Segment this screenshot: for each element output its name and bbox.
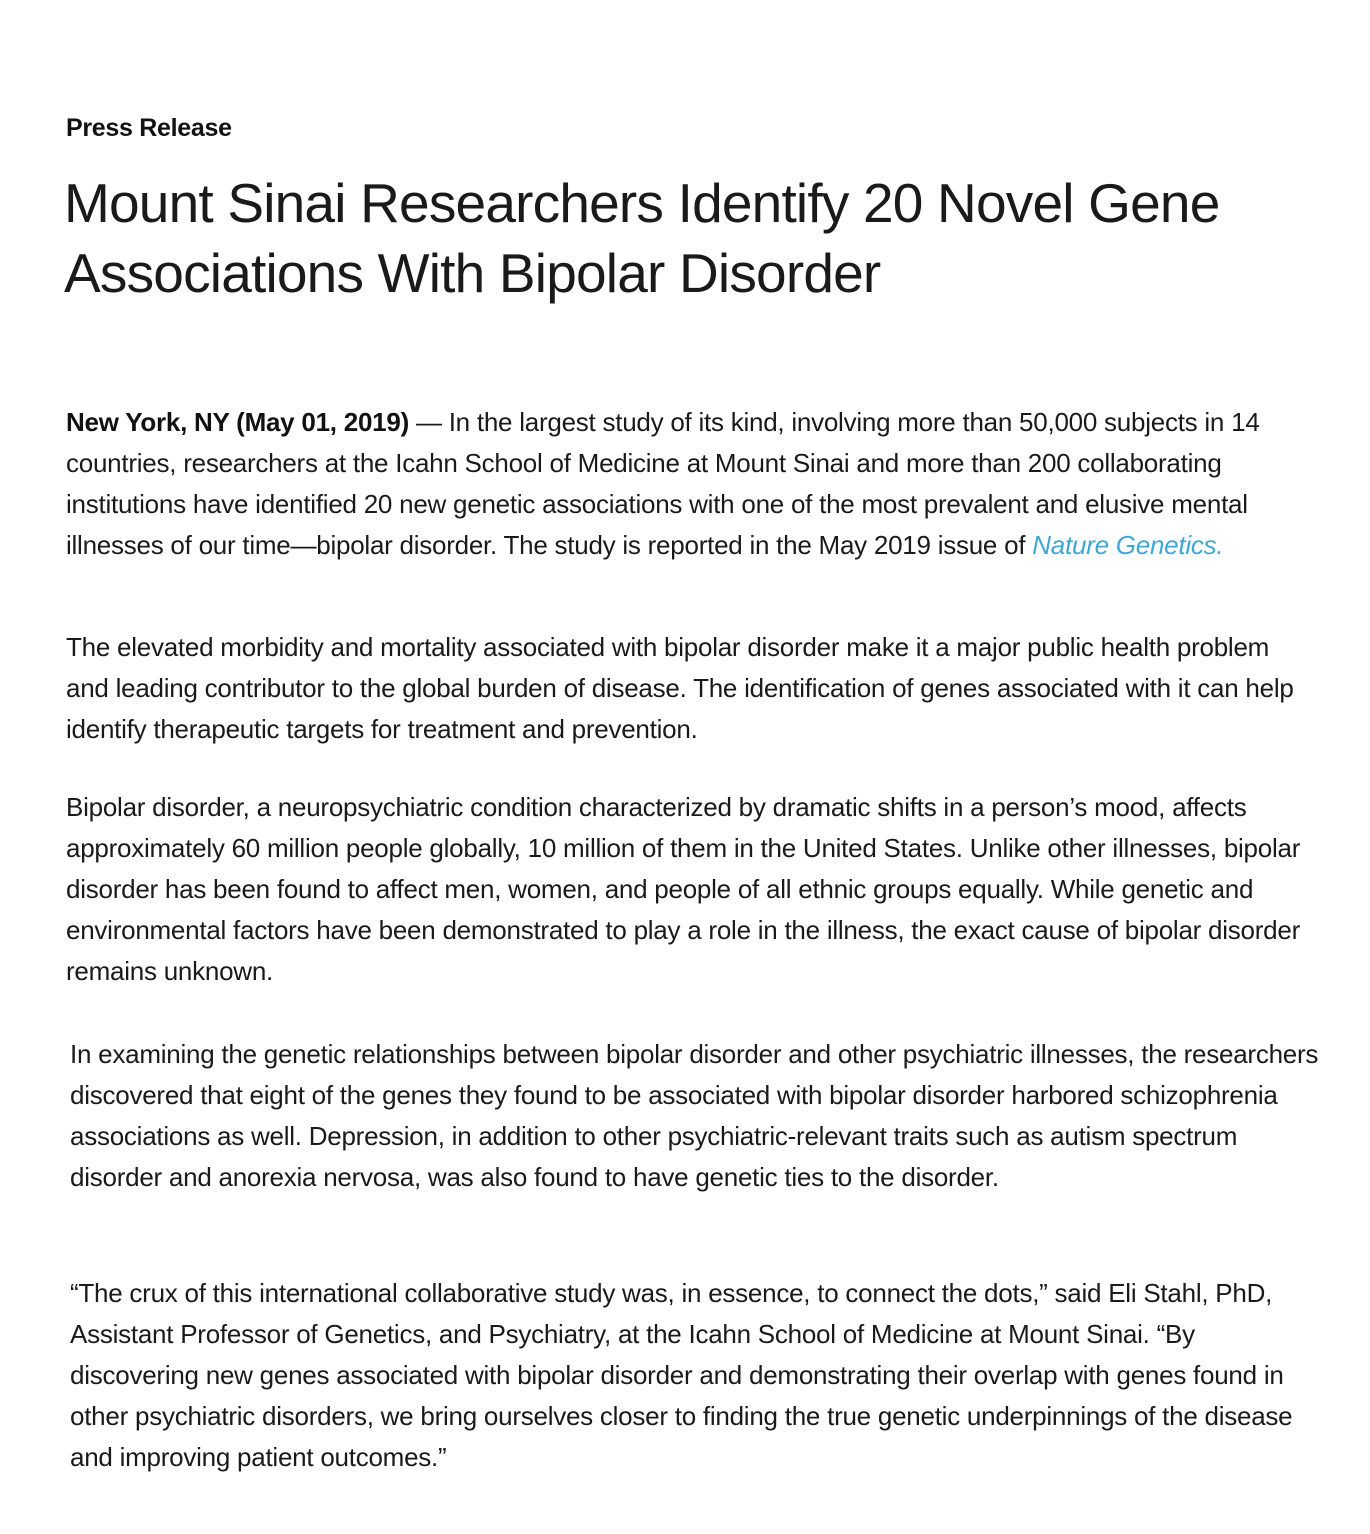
paragraph-public-health: The elevated morbidity and mortality associated with bipolar disorder make it a major public health problem and leading contributor to the global burden of disease. The identification of genes associated with it can help identify therapeutic targets for treatment and prevention. [66,632,1294,744]
paragraph-genetic-relationships: In examining the genetic relationships between bipolar disorder and other psychiatric illnesses, the researchers discovered that eight of the genes they found to be associated with bipolar disorder harbored schizophrenia associations as well. Depression, in addition to other psychiatric-relevant traits such as autism spectrum disorder and anorexia nervosa, was also found to have genetic ties to the disorder. [70,1039,1319,1192]
press-release-label: Press Release [66,114,232,142]
paragraph-stahl-quote: “The crux of this international collaborative study was, in essence, to connect the dots,” said Eli Stahl, PhD, Assistant Professor of Genetics, and Psychiatry, at the Icahn School of Medicine at Mount Sinai. “By discovering new genes associated with bipolar disorder and demonstrating their overlap with genes found in other psychiatric disorders, we bring ourselves closer to finding the true genetic underpinnings of the disease and improving patient outcomes.” [70,1278,1293,1472]
intro-text: In the largest study of its kind, involving more than 50,000 subjects in 14 countries, researchers at the Icahn School of Medicine at Mount Sinai and more than 200 collaborating institutions have identified 20 new genetic associations with one of the most prevalent and elusive mental illnesses of our time—bipolar disorder. The study is reported in the May 2019 issue of [66,407,1260,560]
article-headline: Mount Sinai Researchers Identify 20 Novel Gene Associations With Bipolar Disorder [64,172,1220,304]
dateline-dash: — [408,407,449,437]
nature-genetics-link[interactable]: Nature Genetics. [1032,530,1224,560]
paragraph-bipolar-overview: Bipolar disorder, a neuropsychiatric condition characterized by dramatic shifts in a person’s mood, affects approximately 60 million people globally, 10 million of them in the United States. Unlike other illnesses, bipolar disorder has been found to affect men, women, and people of all ethnic groups equally. While genetic and environmental factors have been demonstrated to play a role in the illness, the exact cause of bipolar disorder remains unknown. [66,792,1301,986]
intro-paragraph [66,402,1316,566]
dateline: New York, NY (May 01, 2019) [66,407,409,437]
